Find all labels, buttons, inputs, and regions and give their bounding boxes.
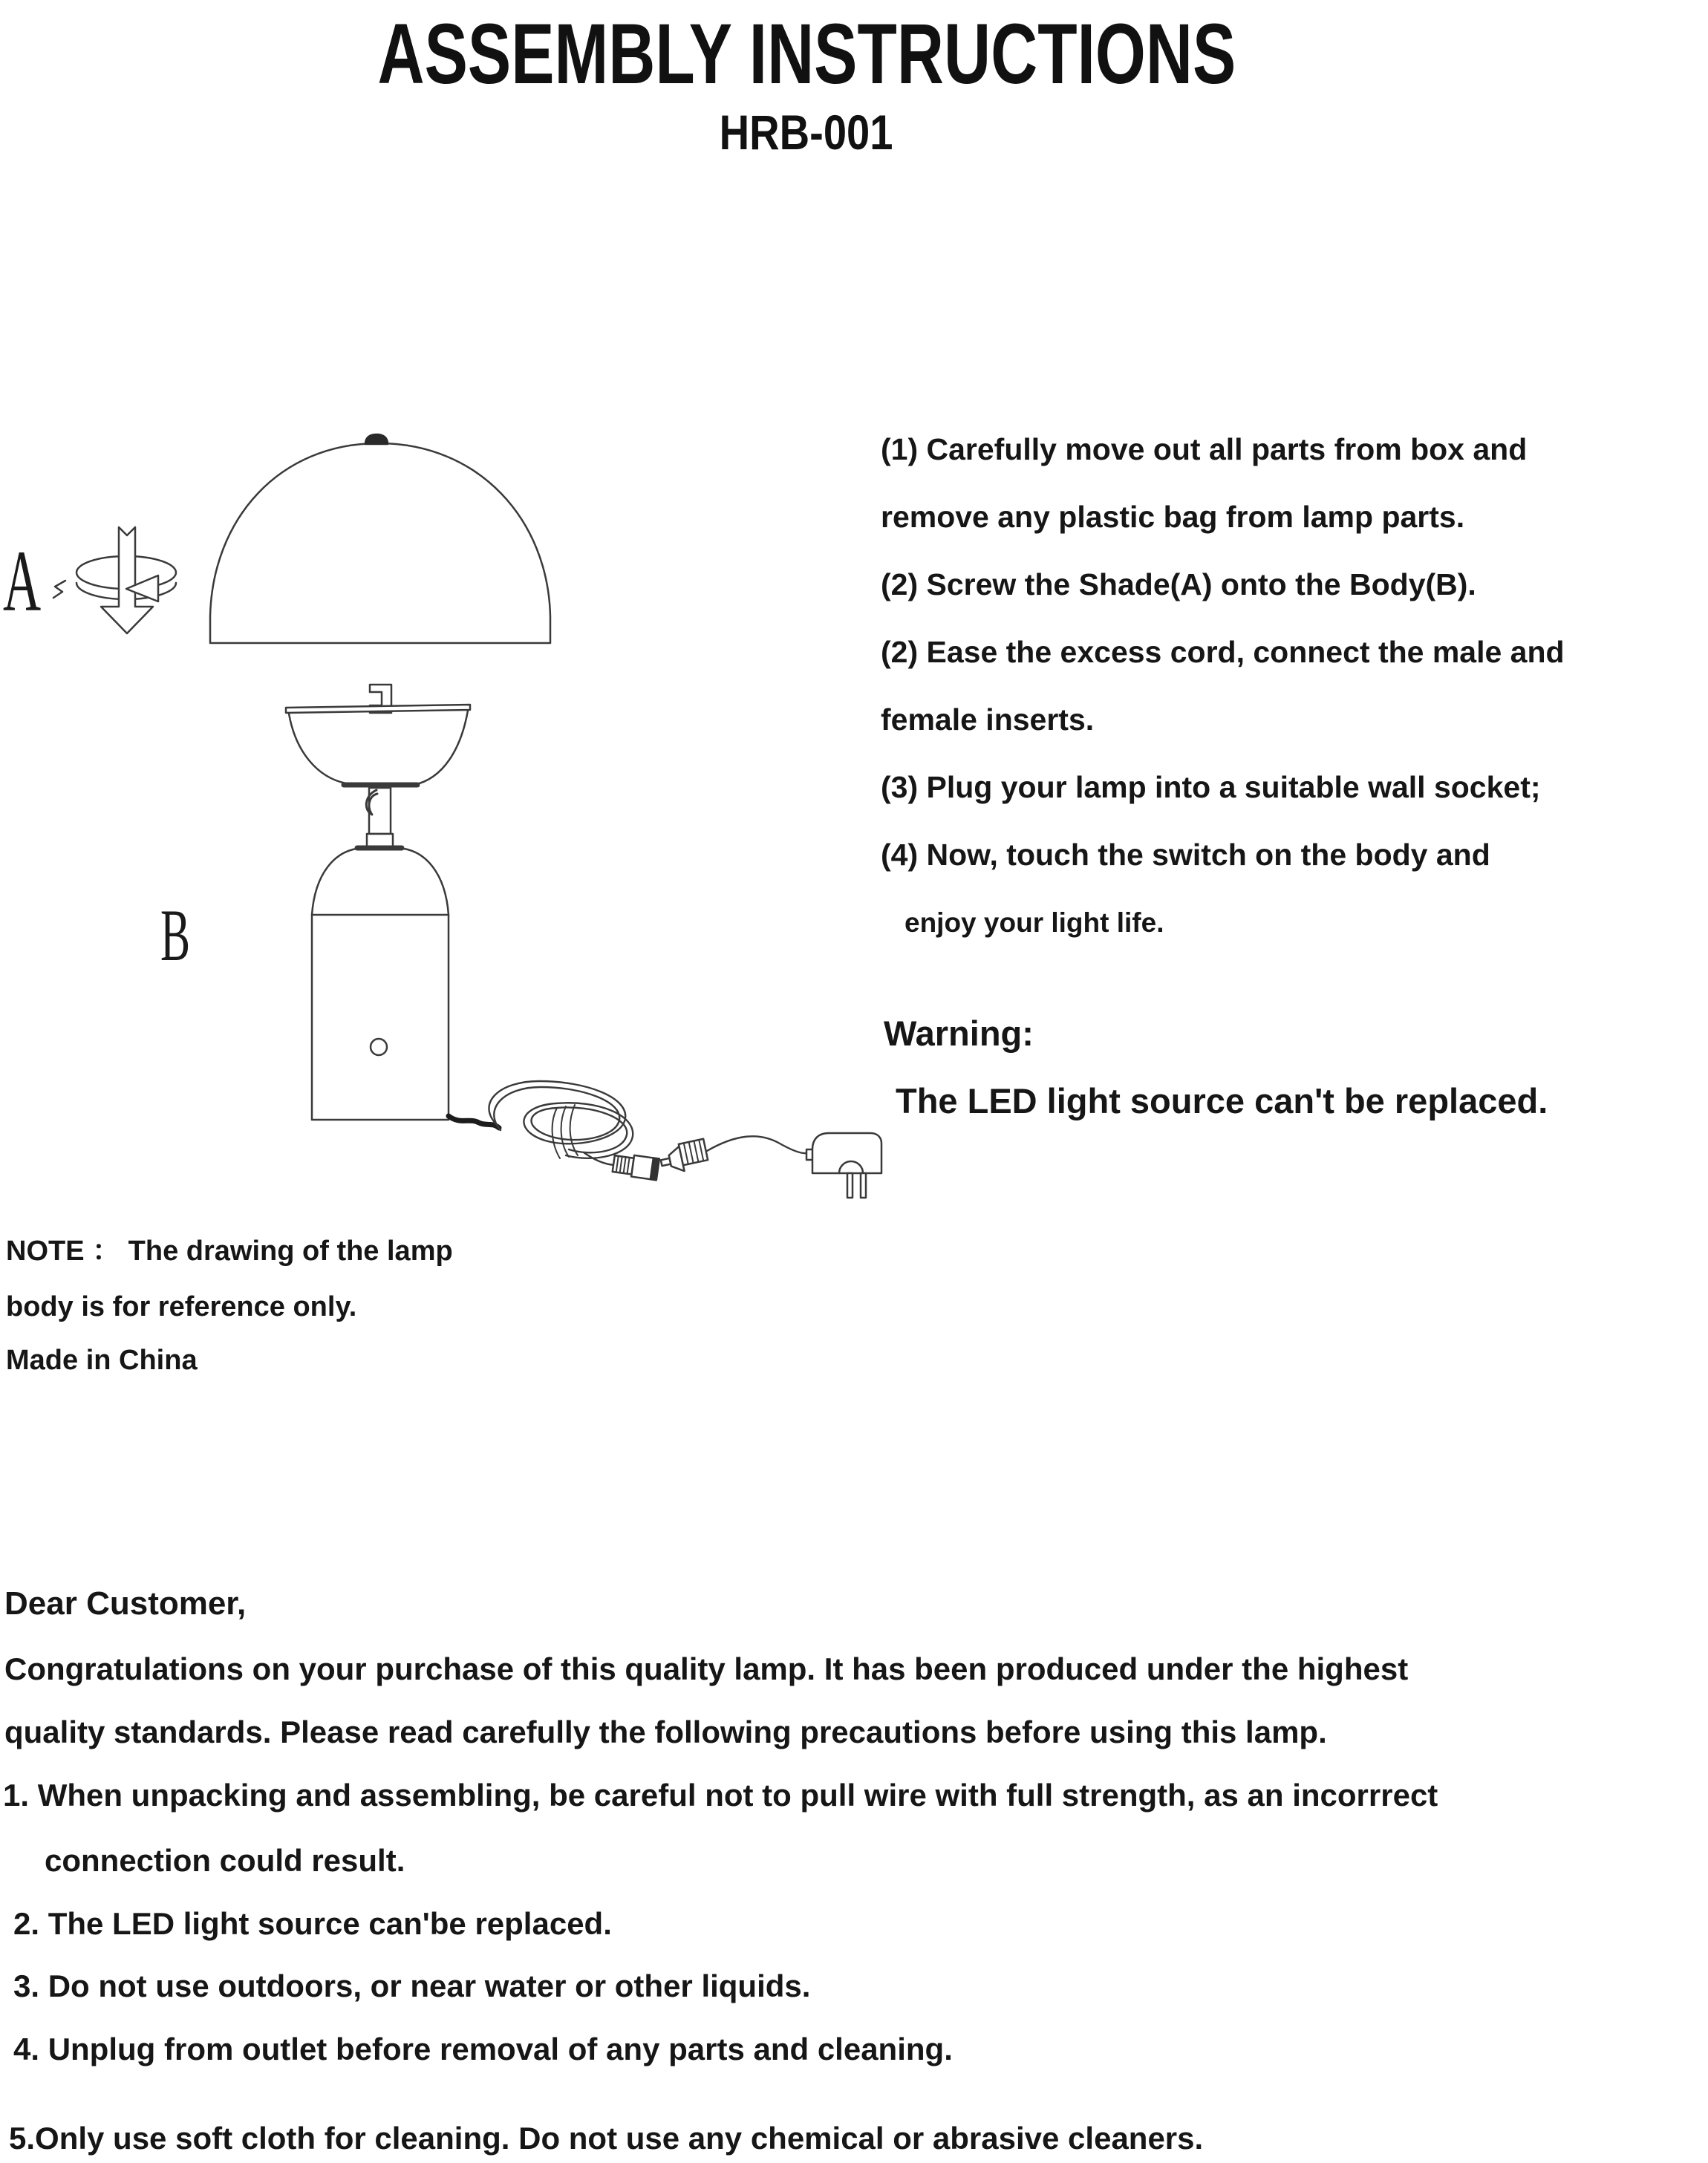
step-line: (3) Plug your lamp into a suitable wall socket; xyxy=(881,770,1541,804)
page-title: ASSEMBLY INSTRUCTIONS xyxy=(377,7,1236,102)
precaution-line: 3. Do not use outdoors, or near water or other liquids. xyxy=(13,1968,811,2003)
female-insert xyxy=(612,1152,659,1180)
precaution-line: 4. Unplug from outlet before removal of any parts and cleaning. xyxy=(13,2032,953,2066)
precaution-line: 1. When unpacking and assembling, be careful not to pull wire with full strength, as an incorrrect xyxy=(3,1778,1438,1813)
note-line: body is for reference only. xyxy=(6,1291,357,1322)
precaution-line: connection could result. xyxy=(45,1843,405,1878)
part-label-b: B xyxy=(160,894,191,976)
step-line: enjoy your light life. xyxy=(904,907,1164,938)
diffuser-bowl-part xyxy=(286,685,470,849)
step-line: (2) Ease the excess cord, connect the male and xyxy=(881,635,1565,669)
stem xyxy=(369,788,391,834)
made-in-china-line: Made in China xyxy=(6,1345,198,1376)
warning-heading: Warning: xyxy=(884,1014,1034,1053)
precaution-line: 2. The LED light source can'be replaced. xyxy=(13,1906,612,1941)
precaution-line: 5.Only use soft cloth for cleaning. Do not use any chemical or abrasive cleaners. xyxy=(9,2121,1204,2156)
step-line: remove any plastic bag from lamp parts. xyxy=(881,500,1465,534)
lamp-diagram xyxy=(0,401,928,1233)
plug-prongs xyxy=(847,1173,866,1198)
intro-line: quality standards. Please read carefully the following precautions before using this lamp. xyxy=(4,1715,1327,1749)
shade-part xyxy=(210,434,550,643)
step-line: (1) Carefully move out all parts from box and xyxy=(881,432,1528,466)
screw-rotation-icon xyxy=(49,527,176,633)
cord-coil xyxy=(489,1081,633,1158)
body-part xyxy=(312,848,449,1120)
warning-text: The LED light source can't be replaced. xyxy=(896,1081,1548,1120)
step-line: (4) Now, touch the switch on the body and xyxy=(881,838,1490,872)
finial-knob xyxy=(365,434,388,444)
note-line: NOTE ： The drawing of the lamp xyxy=(6,1236,453,1267)
power-plug xyxy=(806,1133,881,1198)
model-number: HRB-001 xyxy=(720,105,893,160)
intro-line: Congratulations on your purchase of this quality lamp. It has been produced under the highest xyxy=(4,1651,1409,1686)
step-line: female inserts. xyxy=(881,702,1095,737)
touch-switch xyxy=(371,1039,387,1055)
step-line: (2) Screw the Shade(A) onto the Body(B). xyxy=(881,567,1476,601)
power-cord xyxy=(449,1081,881,1198)
male-insert xyxy=(658,1139,708,1175)
part-label-a: A xyxy=(3,532,42,630)
header xyxy=(0,0,1613,160)
salutation: Dear Customer, xyxy=(4,1585,247,1622)
